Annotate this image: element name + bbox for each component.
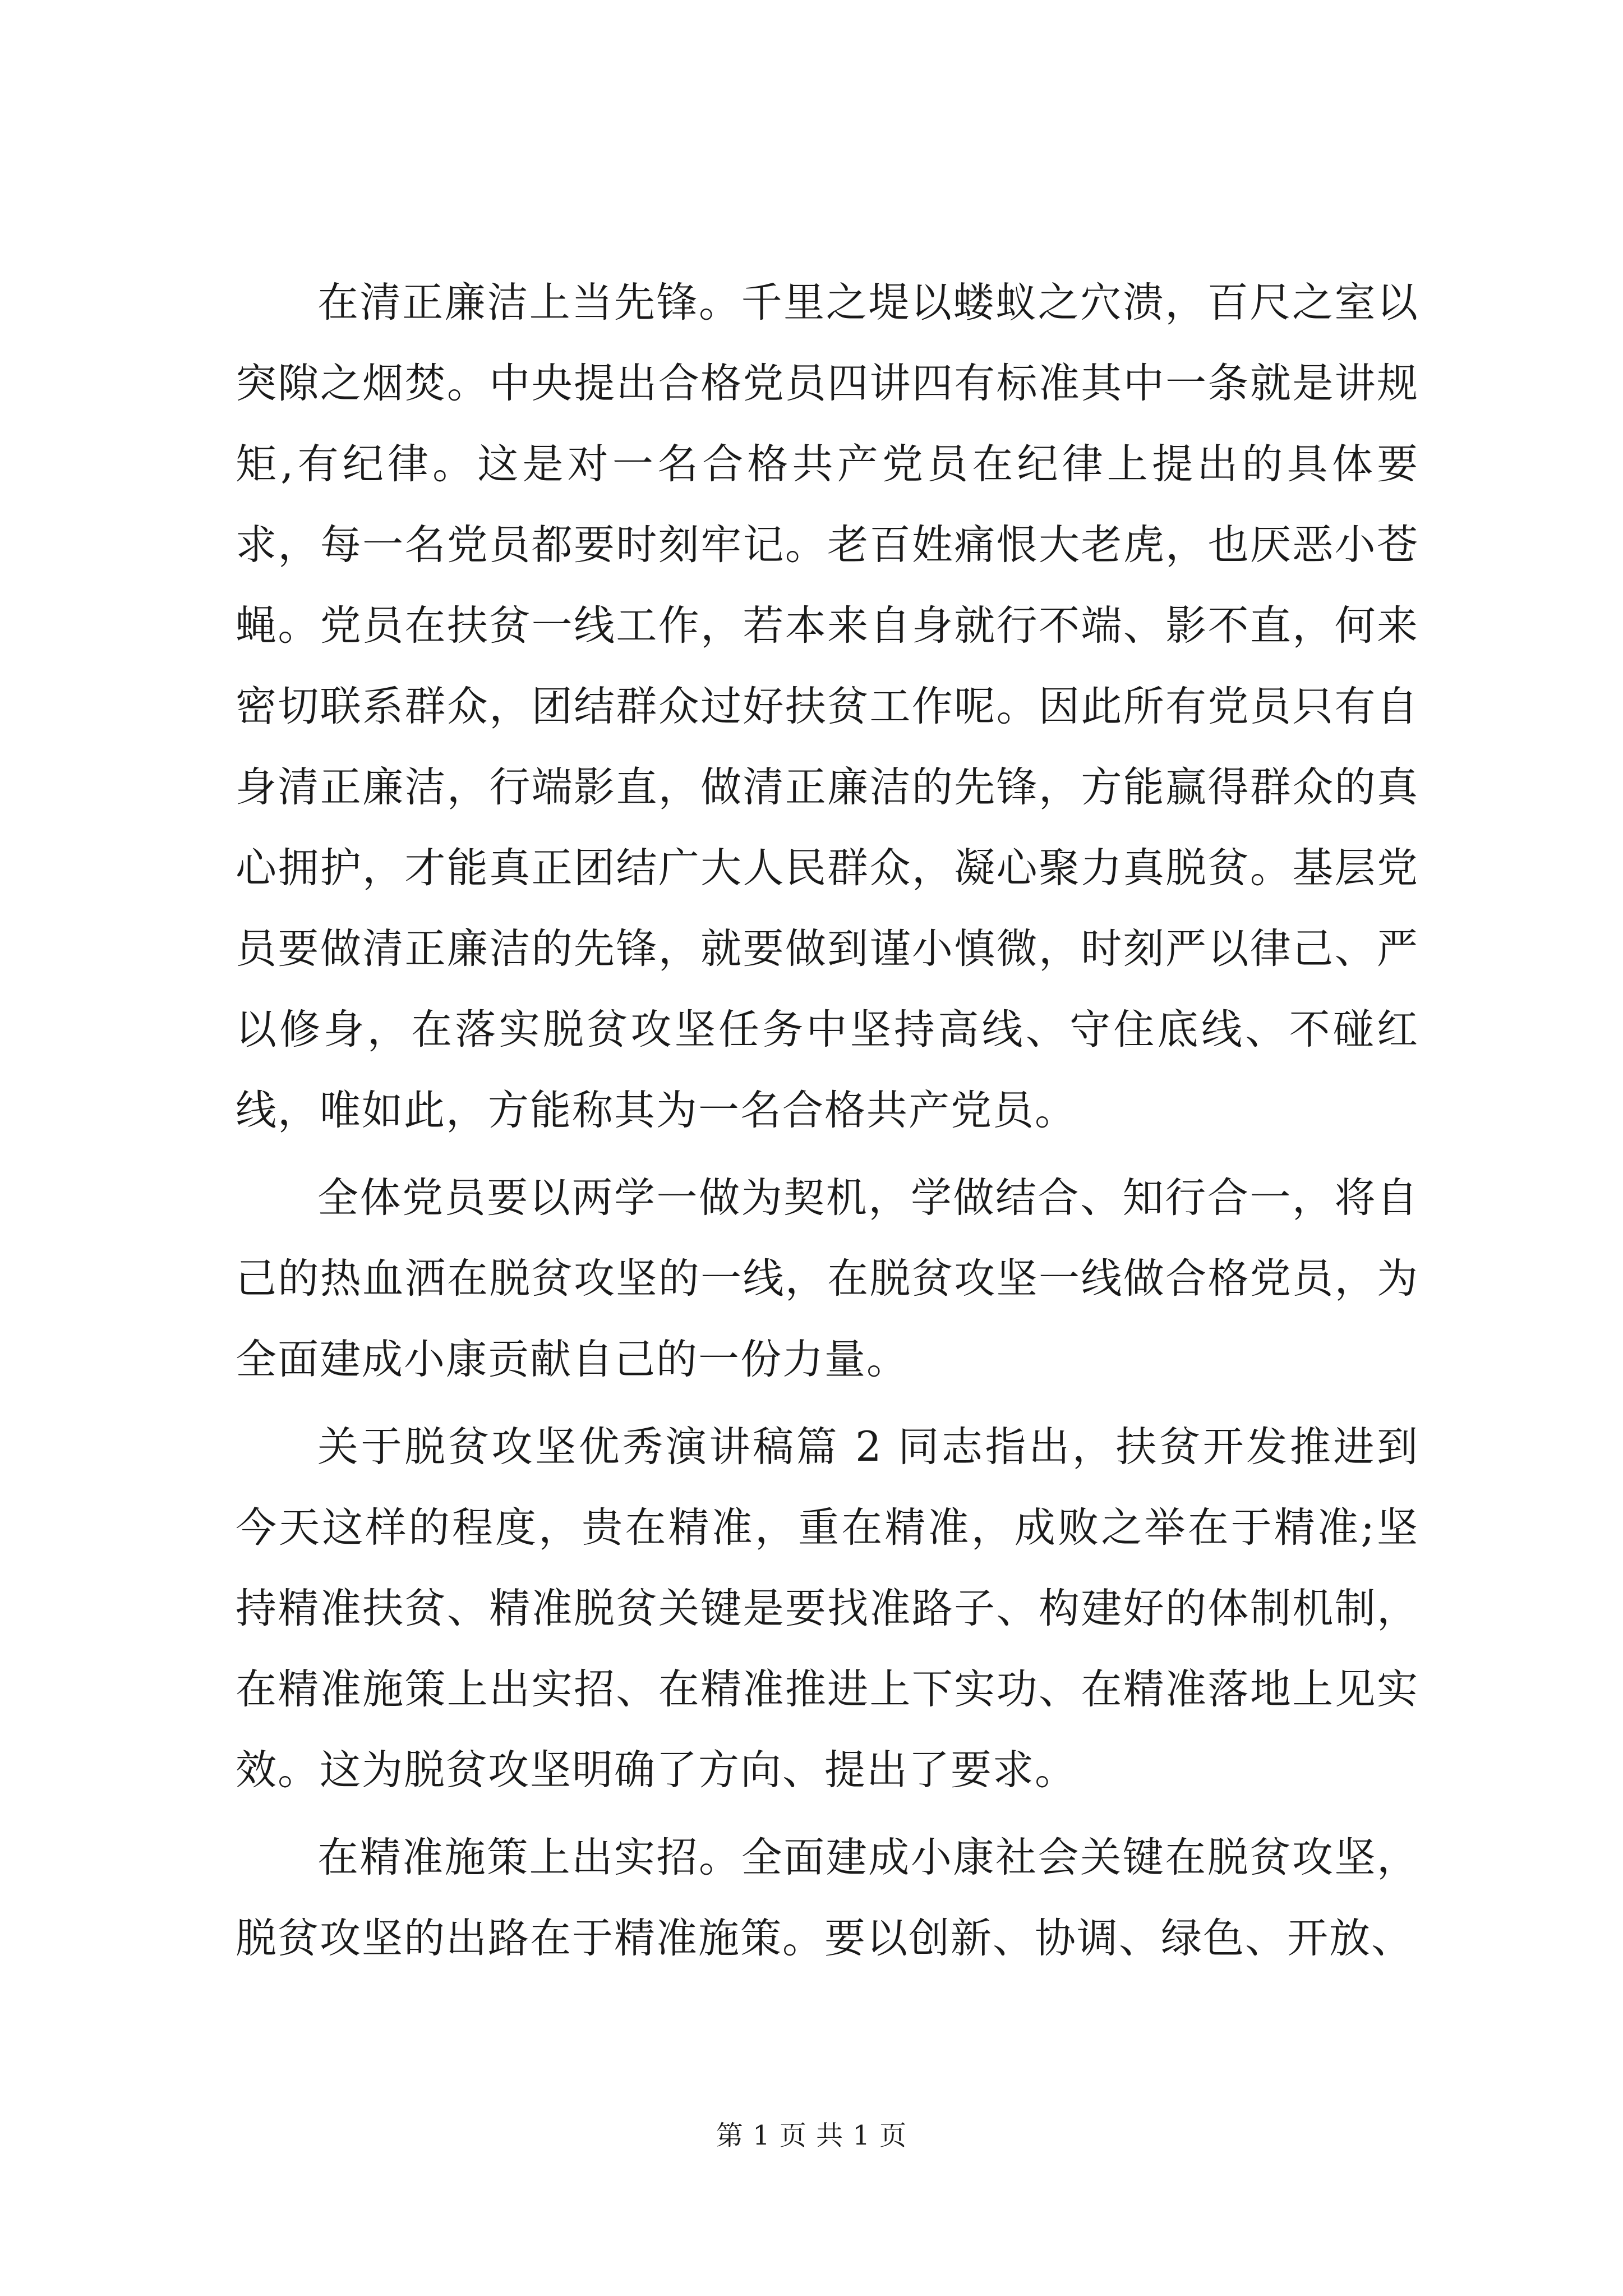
paragraph-1: 在清正廉洁上当先锋。千里之堤以蝼蚁之穴溃，百尺之室以突隙之烟焚。中央提出合格党员四讲四有标准其中一条就是讲规矩,有纪律。这是对一名合格共产党员在纪律上提出的具体要求，每一名党员都要时刻牢记。老百姓痛恨大老虎，也厌恶小苍蝇。党员在扶贫一线工作，若本来自身就行不端、影不直，何来密切联系群众，团结群众过好扶贫工作呢。因此所有党员只有自身清正廉洁，行端影直，做清正廉洁的先锋，方能赢得群众的真心拥护，才能真正团结广大人民群众，凝心聚力真脱贫。基层党员要做清正廉洁的先锋，就要做到谨小慎微，时刻严以律己、严以修身，在落实脱贫攻坚任务中坚持高线、守住底线、不碰红线，唯如此，方能称其为一名合格共产党员。 — [236, 279, 1419, 1134]
paragraph-2: 全体党员要以两学一做为契机，学做结合、知行合一，将自己的热血洒在脱贫攻坚的一线，在脱贫攻坚一线做合格党员，为全面建成小康贡献自己的一份力量。 — [236, 1174, 1419, 1383]
document-body — [236, 263, 1419, 1979]
paragraph-3: 关于脱贫攻坚优秀演讲稿篇 2 同志指出，扶贫开发推进到今天这样的程度，贵在精准，重在精准，成败之举在于精准;坚持精准扶贫、精准脱贫关键是要找准路子、构建好的体制机制，在精准施策上出实招、在精准推进上下实功、在精准落地上见实效。这为脱贫攻坚明确了方向、提出了要求。 — [236, 1423, 1419, 1794]
paragraph-4: 在精准施策上出实招。全面建成小康社会关键在脱贫攻坚，脱贫攻坚的出路在于精准施策。要以创新、协调、绿色、开放、 — [236, 1834, 1419, 1962]
page-footer: 第 1 页 共 1 页 — [716, 2120, 907, 2151]
